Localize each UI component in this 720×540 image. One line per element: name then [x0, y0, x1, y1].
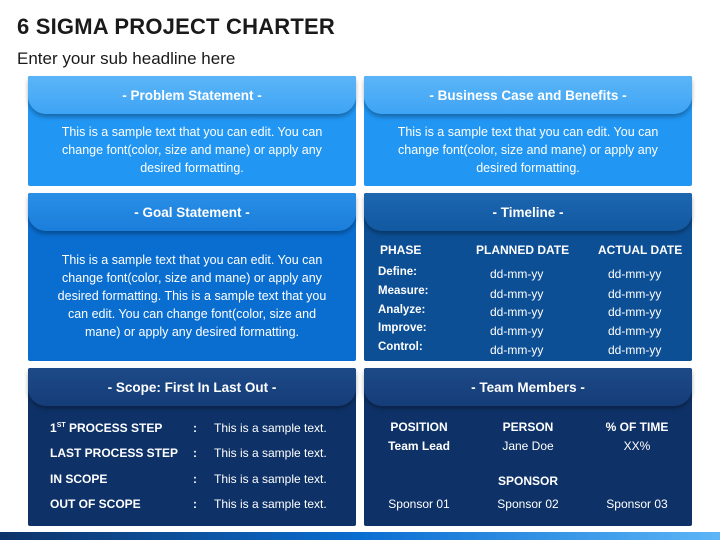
timeline-planned-date: dd-mm-yy — [490, 267, 544, 281]
business-case-panel — [364, 76, 692, 186]
team-person-value: Jane Doe — [502, 439, 554, 453]
timeline-phase: Analyze: — [378, 304, 426, 316]
timeline-table — [364, 231, 692, 361]
goal-statement-header: - Goal Statement - — [28, 193, 356, 231]
team-sponsor-label: SPONSOR — [497, 474, 558, 488]
business-case-text: This is a sample text that you can edit. You can change font(color, size and mane) or apply any desired formatting. — [397, 125, 659, 175]
scope-row — [28, 421, 356, 441]
bottom-accent-bar — [0, 532, 720, 540]
team-members-panel — [364, 368, 692, 526]
scope-row-value: This is a sample text. — [214, 497, 327, 511]
timeline-actual-date: dd-mm-yy — [608, 287, 662, 301]
timeline-actual-date: dd-mm-yy — [608, 324, 662, 338]
timeline-col-phase: PHASE — [380, 243, 422, 257]
timeline-planned-date: dd-mm-yy — [490, 324, 544, 338]
scope-row — [28, 472, 356, 492]
timeline-col-actual: ACTUAL DATE — [598, 243, 683, 257]
scope-row-label: IN SCOPE — [50, 472, 108, 486]
team-sponsor: Sponsor 01 — [388, 497, 450, 511]
timeline-panel — [364, 193, 692, 361]
problem-statement-panel — [28, 76, 356, 186]
scope-row — [28, 446, 356, 466]
team-col-position: POSITION — [390, 420, 448, 434]
page-title: 6 SIGMA PROJECT CHARTER — [17, 14, 335, 39]
team-time-value: XX% — [623, 439, 651, 453]
problem-statement-header: - Problem Statement - — [28, 76, 356, 114]
team-position-value: Team Lead — [388, 439, 450, 453]
scope-row-colon: : — [193, 497, 197, 511]
scope-row — [28, 497, 356, 517]
timeline-phase: Measure: — [378, 285, 429, 297]
scope-row-colon: : — [193, 446, 197, 460]
page-subtitle: Enter your sub headline here — [17, 49, 236, 68]
timeline-phase: Improve: — [378, 322, 427, 334]
scope-row-value: This is a sample text. — [214, 421, 327, 435]
timeline-phase: Define: — [378, 266, 417, 278]
team-sponsor: Sponsor 03 — [606, 497, 668, 511]
timeline-planned-date: dd-mm-yy — [490, 343, 544, 357]
scope-row-label: LAST PROCESS STEP — [50, 446, 179, 460]
timeline-actual-date: dd-mm-yy — [608, 343, 662, 357]
timeline-planned-date: dd-mm-yy — [490, 305, 544, 319]
timeline-col-planned: PLANNED DATE — [476, 243, 570, 257]
timeline-actual-date: dd-mm-yy — [608, 267, 662, 281]
business-case-header: - Business Case and Benefits - — [364, 76, 692, 114]
scope-row-colon: : — [193, 472, 197, 486]
timeline-actual-date: dd-mm-yy — [608, 305, 662, 319]
goal-statement-text: This is a sample text that you can edit. You can change font(color, size and mane) or apply any desired formatting. This is a sample text that you can edit. You can change font(color, size and mane) or apply any desired formatting. — [57, 253, 327, 339]
scope-row-label: 1ST PROCESS STEP — [50, 421, 163, 435]
problem-statement-text: This is a sample text that you can edit. You can change font(color, size and mane) or apply any desired formatting. — [61, 125, 323, 175]
team-members-header: - Team Members - — [364, 368, 692, 406]
team-sponsor: Sponsor 02 — [497, 497, 559, 511]
timeline-header: - Timeline - — [364, 193, 692, 231]
scope-header: - Scope: First In Last Out - — [28, 368, 356, 406]
scope-panel — [28, 368, 356, 526]
timeline-phase: Control: — [378, 341, 423, 353]
scope-row-colon: : — [193, 421, 197, 435]
scope-row-label: OUT OF SCOPE — [50, 497, 141, 511]
team-col-person: PERSON — [502, 420, 554, 434]
scope-row-value: This is a sample text. — [214, 472, 327, 486]
team-col-time: % OF TIME — [605, 420, 669, 434]
scope-row-value: This is a sample text. — [214, 446, 327, 460]
timeline-planned-date: dd-mm-yy — [490, 287, 544, 301]
goal-statement-panel — [28, 193, 356, 361]
